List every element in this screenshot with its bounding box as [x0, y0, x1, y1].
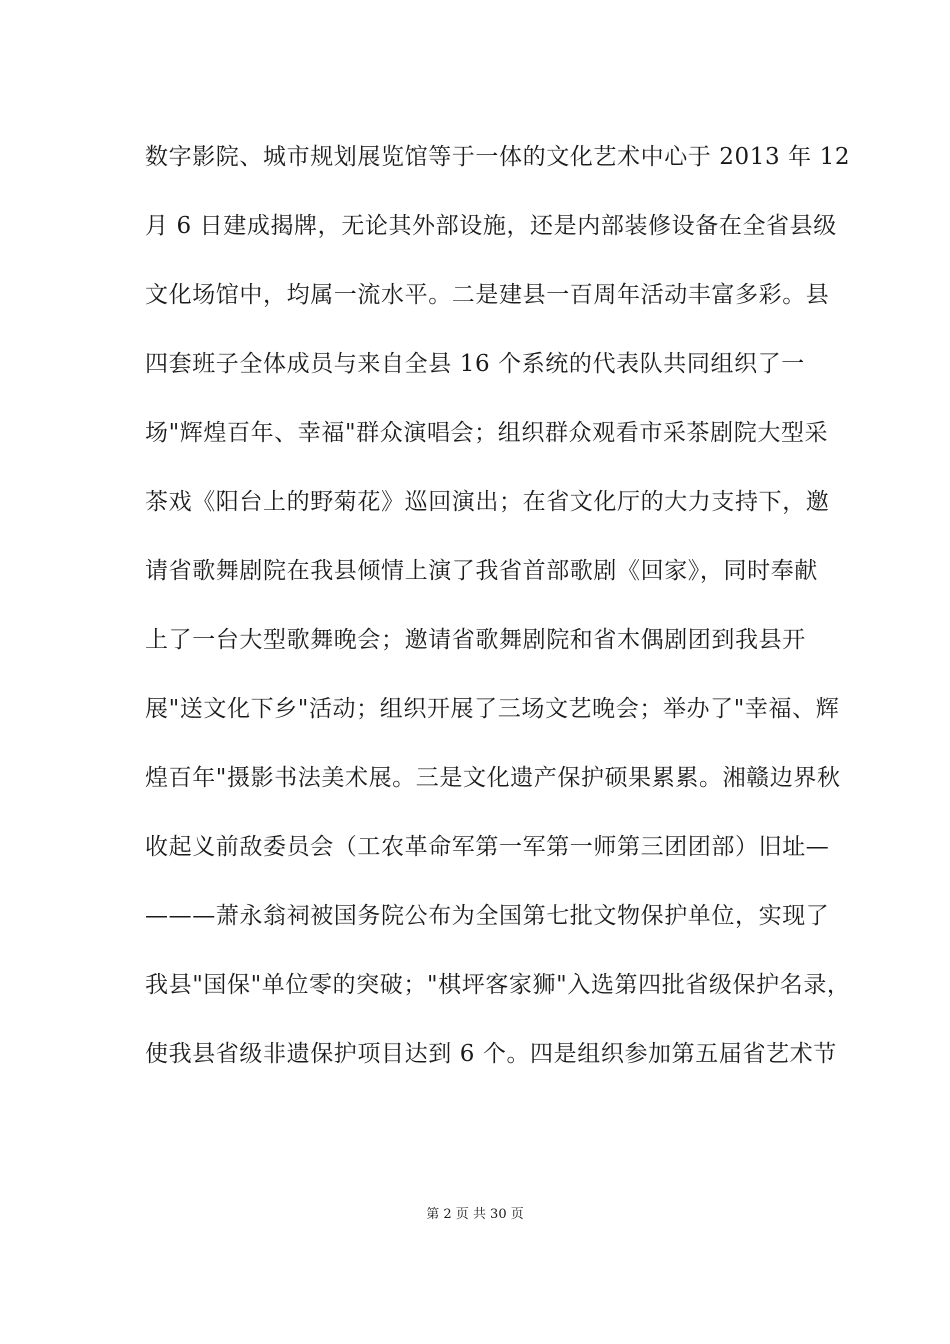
text-line: 我县"国保"单位零的突破；"棋坪客家狮"入选第四批省级保护名录， [145, 972, 851, 998]
text-line: 请省歌舞剧院在我县倾情上演了我省首部歌剧《回家》，同时奉献 [145, 558, 818, 584]
text-line: 茶戏《阳台上的野菊花》巡回演出；在省文化厅的大力支持下，邀 [145, 489, 830, 515]
text-line: 上了一台大型歌舞晚会；邀请省歌舞剧院和省木偶剧团到我县开 [145, 627, 806, 653]
text-line: 文化场馆中，均属一流水平。二是建县一百周年活动丰富多彩。县 [145, 282, 830, 308]
text-line: 四套班子全体成员与来自全县 16 个系统的代表队共同组织了一 [145, 351, 805, 377]
page-footer [0, 1205, 950, 1225]
body-text [145, 132, 851, 1098]
text-line: 煌百年"摄影书法美术展。三是文化遗产保护硕果累累。湘赣边界秋 [145, 765, 841, 791]
page-number-label: 第 2 页 共 30 页 [426, 1207, 524, 1222]
text-line: 月 6 日建成揭牌，无论其外部设施，还是内部装修设备在全省县级 [145, 213, 837, 239]
text-line: 场"辉煌百年、幸福"群众演唱会；组织群众观看市采茶剧院大型采 [145, 420, 829, 446]
text-line: 数字影院、城市规划展览馆等于一体的文化艺术中心于 2013 年 12 [145, 144, 851, 170]
text-line: ———萧永翁祠被国务院公布为全国第七批文物保护单位，实现了 [145, 903, 830, 929]
text-line: 收起义前敌委员会（工农革命军第一军第一师第三团团部）旧址— [145, 834, 830, 860]
text-line: 使我县省级非遗保护项目达到 6 个。四是组织参加第五届省艺术节 [145, 1041, 837, 1067]
text-line: 展"送文化下乡"活动；组织开展了三场文艺晚会；举办了"幸福、辉 [145, 696, 840, 722]
